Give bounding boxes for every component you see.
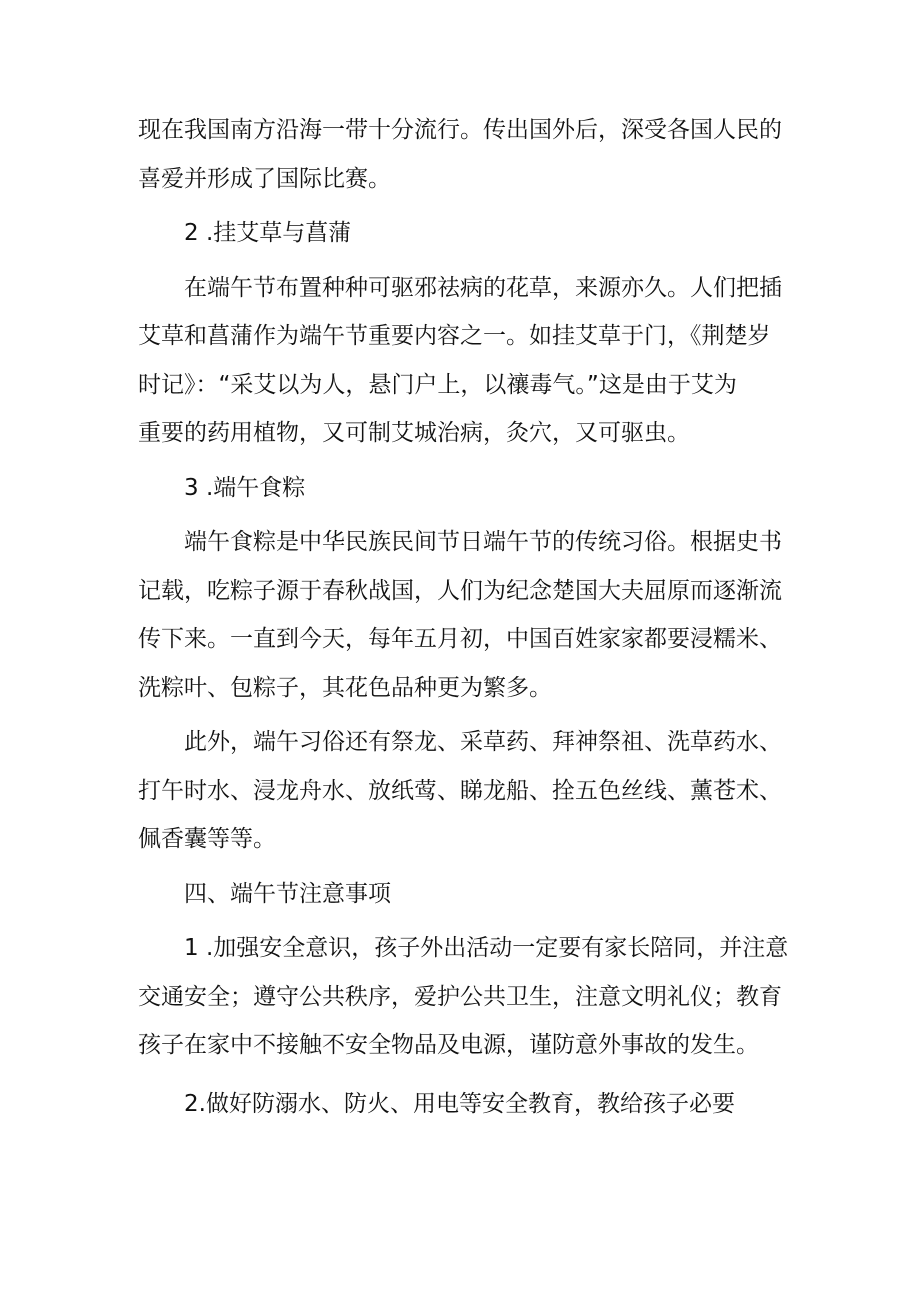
paragraph-safety-2 <box>138 1080 798 1129</box>
text-line: 在端午节布置种种可驱邪祛病的花草，来源亦久。人们把插 <box>184 274 782 301</box>
section-heading-3 <box>138 464 798 513</box>
heading-text: 3 .端午食粽 <box>184 474 306 501</box>
heading-text: 四、端午节注意事项 <box>184 880 391 907</box>
text-line: 现在我国南方沿海一带十分流行。传出国外后，深受各国人民的 <box>138 117 782 143</box>
paragraph-intro-tail <box>138 106 798 203</box>
text-line: 重要的药用植物，又可制艾城治病，灸穴，又可驱虫。 <box>138 420 690 446</box>
text-line: 2.做好防溺水、防火、用电等安全教育，教给孩子必要 <box>184 1090 735 1117</box>
text-line: 交通安全；遵守公共秩序，爱护公共卫生，注意文明礼仪；教育 <box>138 983 782 1010</box>
text-line: 打午时水、浸龙舟水、放纸莺、睇龙船、拴五色丝线、薰苍术、 <box>138 777 782 804</box>
text-line: 佩香囊等等。 <box>138 826 276 852</box>
heading-text: 2 .挂艾草与菖蒲 <box>184 220 352 246</box>
text-line: 传下来。一直到今天，每年五月初，中国百姓家家都要浸糯米、 <box>138 626 782 652</box>
text-line: 孩子在家中不接触不安全物品及电源，谨防意外事故的发生。 <box>138 1032 759 1058</box>
section-heading-4 <box>138 870 798 919</box>
text-line: 艾草和菖蒲作为端午节重要内容之一。如挂艾草于门，《荆楚岁 <box>138 323 771 349</box>
paragraph-zongzi <box>138 518 798 712</box>
text-line: 此外，端午习俗还有祭龙、采草药、拜神祭祖、洗草药水、 <box>184 729 782 755</box>
paragraph-safety-1 <box>138 924 798 1070</box>
text-line: 1 .加强安全意识，孩子外出活动一定要有家长陪同，并注意 <box>184 935 789 961</box>
paragraph-spacer <box>138 1070 798 1080</box>
text-line: 时记》：“采艾以为人，悬门户上，以禳毒气。”这是由于艾为 <box>138 371 737 398</box>
paragraph-other-customs <box>138 718 798 864</box>
text-line: 洗粽叶、包粽子，其花色品种更为繁多。 <box>138 674 552 701</box>
text-line: 端午食粽是中华民族民间节日端午节的传统习俗。根据史书 <box>184 529 782 555</box>
document-body <box>138 106 798 1128</box>
paragraph-mugwort <box>138 264 798 458</box>
text-line: 记载，吃粽子源于春秋战国，人们为纪念楚国大夫屈原而逐渐流 <box>138 577 782 604</box>
section-heading-2 <box>138 209 798 258</box>
text-line: 喜爱并形成了国际比赛。 <box>138 165 391 192</box>
